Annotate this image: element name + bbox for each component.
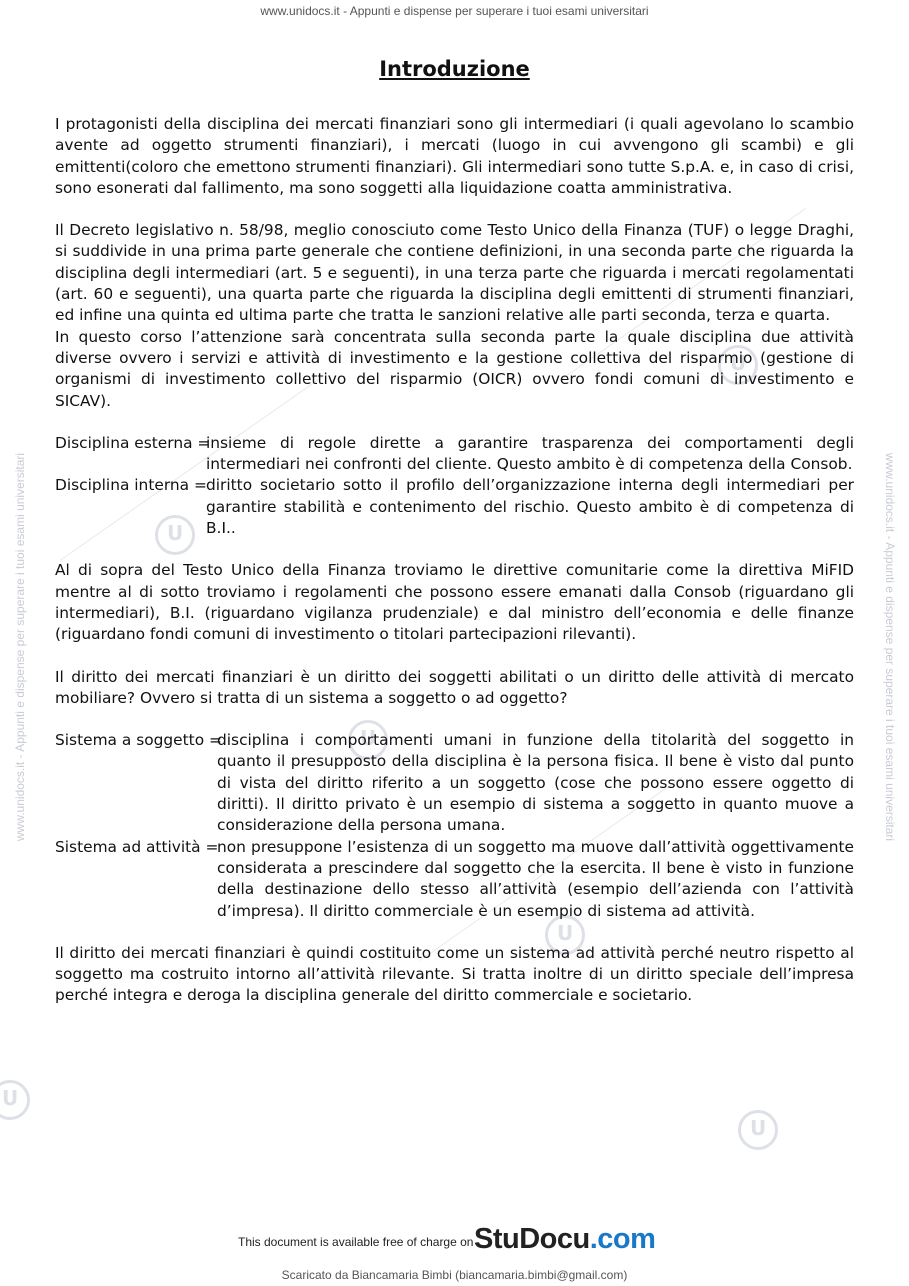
definition-term: Disciplina interna = <box>55 476 207 495</box>
watermark-side-right: www.unidocs.it - Appunti e dispense per superare i tuoi esami universitari <box>883 452 897 842</box>
watermark-logo-icon <box>738 1110 778 1150</box>
definition-term: Sistema ad attività = <box>55 837 219 856</box>
footer-free-text: This document is available free of charge on <box>238 1235 474 1249</box>
definition-sistema-attivita <box>55 837 854 922</box>
definition-body: insieme di regole dirette a garantire trasparenza dei comportamenti degli intermediari nei confronti del cliente. Questo ambito è di competenza della Consob. <box>206 433 854 474</box>
definition-body: non presuppone l’esistenza di un soggetto ma muove dall’attività oggettivamente considerata a prescindere dal soggetto che la esercita. Il bene è visto in funzione della destinazione dello stesso all’attività (esempio dell’azienda con l’attività d’impresa). Il diritto commerciale è un esempio di sistema ad attività. <box>217 837 854 920</box>
paragraph-tuf: Il Decreto legislativo n. 58/98, meglio conosciuto come Testo Unico della Finanza (TUF) o legge Draghi, si suddivide in una prima parte generale che contiene definizioni, in una seconda parte che riguarda la disciplina degli intermediari (art. 5 e seguenti), in una terza parte che riguarda i mercati regolamentati (art. 60 e seguenti), una quarta parte che riguarda la disciplina degli emittenti di strumenti finanziari, ed infine una quinta ed ultima parte che tratta le sanzioni relative alle parti seconda, terza e quarta. <box>55 221 854 325</box>
watermark-logo-icon <box>0 1080 30 1120</box>
document-title: Introduzione <box>379 57 530 81</box>
studocu-logo[interactable] <box>474 1223 655 1256</box>
definition-disciplina-interna <box>55 475 854 539</box>
definition-body: disciplina i comportamenti umani in funzione della titolarità del soggetto in quanto il presupposto della disciplina è la persona fisica. Il bene è visto dal punto di vista del diritto riferito a un soggetto (cose che possono essere oggetto di diritti). Il diritto privato è un esempio di sistema a soggetto in quanto muove a considerazione della persona umana. <box>217 731 854 835</box>
definition-body: diritto societario sotto il profilo dell’organizzazione interna degli intermediari per garantire stabilità e contenimento del rischio. Questo ambito è di competenza di B.I.. <box>206 476 854 538</box>
paragraph-conclusione: Il diritto dei mercati finanziari è quindi costituito come un sistema ad attività perché neutro rispetto al soggetto ma costruito intorno all’attività rilevante. Si tratta inoltre di un diritto speciale dell’impresa perché integra e deroga la disciplina generale del diritto commerciale e societario. <box>55 943 854 1005</box>
paragraph-direttive: Al di sopra del Testo Unico della Finanza troviamo le direttive comunitarie come la direttiva MiFID mentre al di sotto troviamo i regolamenti che possono essere emanati dalla Consob (riguardano gli intermediari), B.I. (riguardano vigilanza prudenziale) e dal ministro dell’economia e delle finanze (riguardano fondi comuni di investimento o titolari partecipazioni rilevanti). <box>55 561 854 644</box>
definition-term: Sistema a soggetto = <box>55 731 222 750</box>
paragraph-protagonisti: I protagonisti della disciplina dei mercati finanziari sono gli intermediari (i quali agevolano lo scambio avente ad oggetto strumenti finanziari), i mercati (luogo in cui avvengono gli scambi) e gli emittenti(coloro che emettono strumenti finanziari). Gli intermediari sono tutte S.p.A. e, in caso di crisi, sono esonerati dal fallimento, ma sono soggetti alla liquidazione coatta amministrativa. <box>55 115 854 197</box>
logo-text-part1: StuDocu <box>474 1223 590 1255</box>
logo-text-part2: .com <box>589 1223 656 1255</box>
document-body <box>55 114 854 1007</box>
watermark-side-left: www.unidocs.it - Appunti e dispense per superare i tuoi esami universitari <box>13 452 27 842</box>
definition-sistema-soggetto <box>55 730 854 836</box>
paragraph-domanda: Il diritto dei mercati finanziari è un diritto dei soggetti abilitati o un diritto delle attività di mercato mobiliare? Ovvero si tratta di un sistema a soggetto o ad oggetto? <box>55 667 854 707</box>
watermark-top: www.unidocs.it - Appunti e dispense per superare i tuoi esami universitari <box>260 4 649 18</box>
definition-term: Disciplina esterna = <box>55 433 211 452</box>
download-info: Scaricato da Biancamaria Bimbi (biancamaria.bimbi@gmail.com) <box>281 1268 628 1282</box>
paragraph-corso: In questo corso l’attenzione sarà concentrata sulla seconda parte la quale disciplina due attività diverse ovvero i servizi e attività di investimento e la gestione collettiva del risparmio (gestione di organismi di investimento collettivo del risparmio (OICR) ovvero fondi comuni di investimento e SICAV). <box>55 327 854 410</box>
definition-disciplina-esterna <box>55 433 854 476</box>
